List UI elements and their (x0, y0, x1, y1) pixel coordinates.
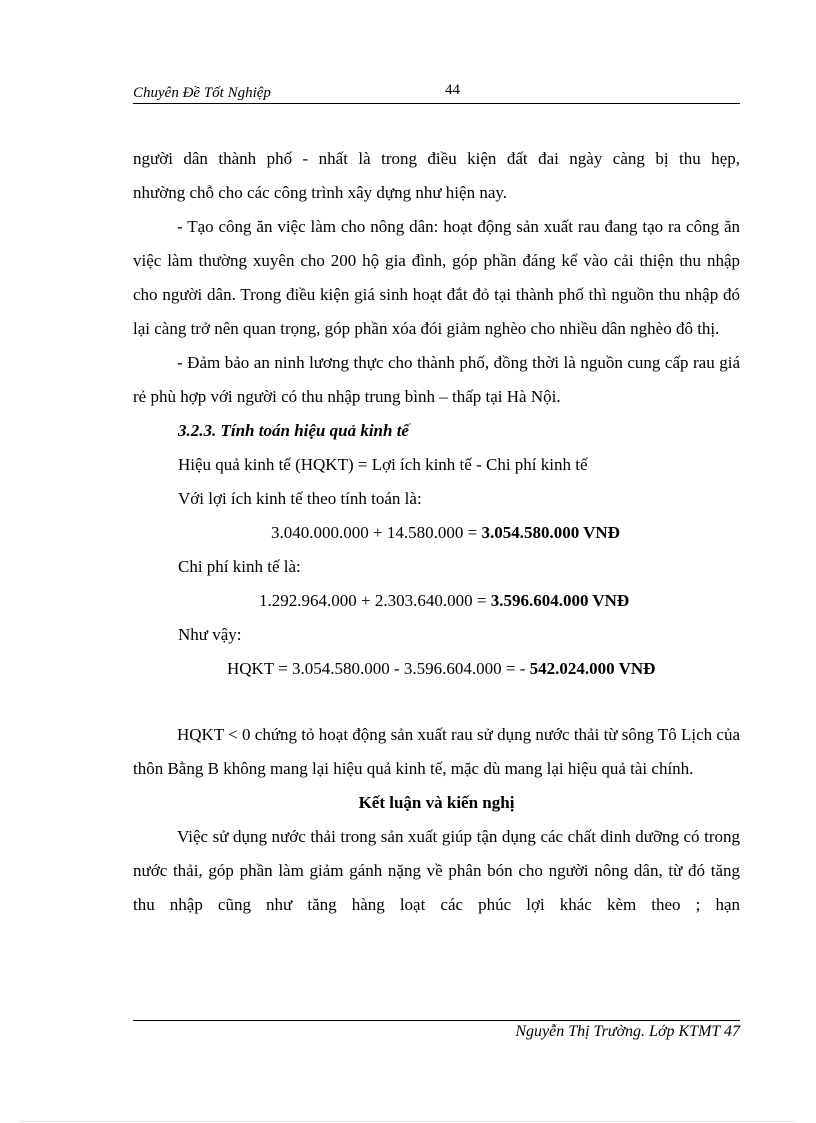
formula-line: Hiệu quả kinh tế (HQKT) = Lợi ích kinh tế - Chi phí kinh tế (178, 455, 588, 474)
paragraph-employment: - Tạo công ăn việc làm cho nông dân: hoạt động sản xuất rau đang tạo ra công ăn việc làm thường xuyên cho 200 hộ gia đình, góp phần đáng kể vào cải thiện thu nhập cho người dân. Trong điều kiện giá sinh hoạt đắt đỏ tại thành phố thì nguồn thu nhập đó lại càng trở nên quan trọng, góp phần xóa đói giảm nghèo cho nhiều dân nghèo đô thị. (133, 217, 740, 338)
paragraph-continuation-line2: nhường chỗ cho các công trình xây dựng như hiện nay. (133, 183, 508, 202)
page-bottom-border (20, 1121, 796, 1122)
cost-result: 3.596.604.000 VNĐ (490, 591, 630, 610)
header-rule (133, 103, 740, 104)
cost-intro: Chi phí kinh tế là: (178, 557, 301, 576)
benefit-equation (133, 516, 740, 550)
cost-equation (133, 584, 740, 618)
hqkt-equation (133, 652, 740, 686)
benefit-result: 3.054.580.000 VNĐ (481, 523, 620, 542)
paragraph-food-security: - Đảm bảo an ninh lương thực cho thành phố, đồng thời là nguồn cung cấp rau giá rẻ phù hợp với người có thu nhập trung bình – thấp tại Hà Nội. (133, 353, 740, 406)
benefit-expression: 3.040.000.000 + 14.580.000 = (271, 523, 482, 542)
benefit-intro: Với lợi ích kinh tế theo tính toán là: (178, 489, 422, 508)
paragraph-conclusion: HQKT < 0 chứng tỏ hoạt động sản xuất rau sử dụng nước thải từ sông Tô Lịch của thôn Bằng B không mang lại hiệu quả kinh tế, mặc dù mang lại hiệu quả tài chính. (133, 725, 740, 778)
section-heading: 3.2.3. Tính toán hiệu quả kinh tế (178, 421, 409, 440)
header-title: Chuyên Đề Tốt Nghiệp (133, 85, 271, 101)
cost-expression: 1.292.964.000 + 2.303.640.000 = (259, 591, 491, 610)
footer-author: Nguyễn Thị Trường. Lớp KTMT 47 (515, 1023, 740, 1040)
hqkt-expression: HQKT = 3.054.580.000 - 3.596.604.000 = - (227, 659, 530, 678)
paragraph-final: Việc sử dụng nước thải trong sản xuất giúp tận dụng các chất dinh dưỡng có trong nước thải, góp phần làm giảm gánh nặng về phân bón cho người nông dân, từ đó tăng thu nhập cũng như tăng hàng loạt các phúc lợi khác kèm theo ; hạn (133, 827, 740, 914)
page-number: 44 (445, 82, 460, 98)
page-body (133, 142, 740, 922)
page-header (133, 82, 740, 104)
thus-label: Như vậy: (178, 625, 242, 644)
hqkt-result: 542.024.000 VNĐ (529, 659, 656, 678)
spacer (133, 686, 740, 718)
conclusion-heading: Kết luận và kiến nghị (358, 793, 515, 812)
footer-rule (133, 1020, 740, 1021)
paragraph-continuation-line1: người dân thành phố - nhất là trong điều kiện đất đai ngày càng bị thu hẹp, (133, 149, 740, 168)
